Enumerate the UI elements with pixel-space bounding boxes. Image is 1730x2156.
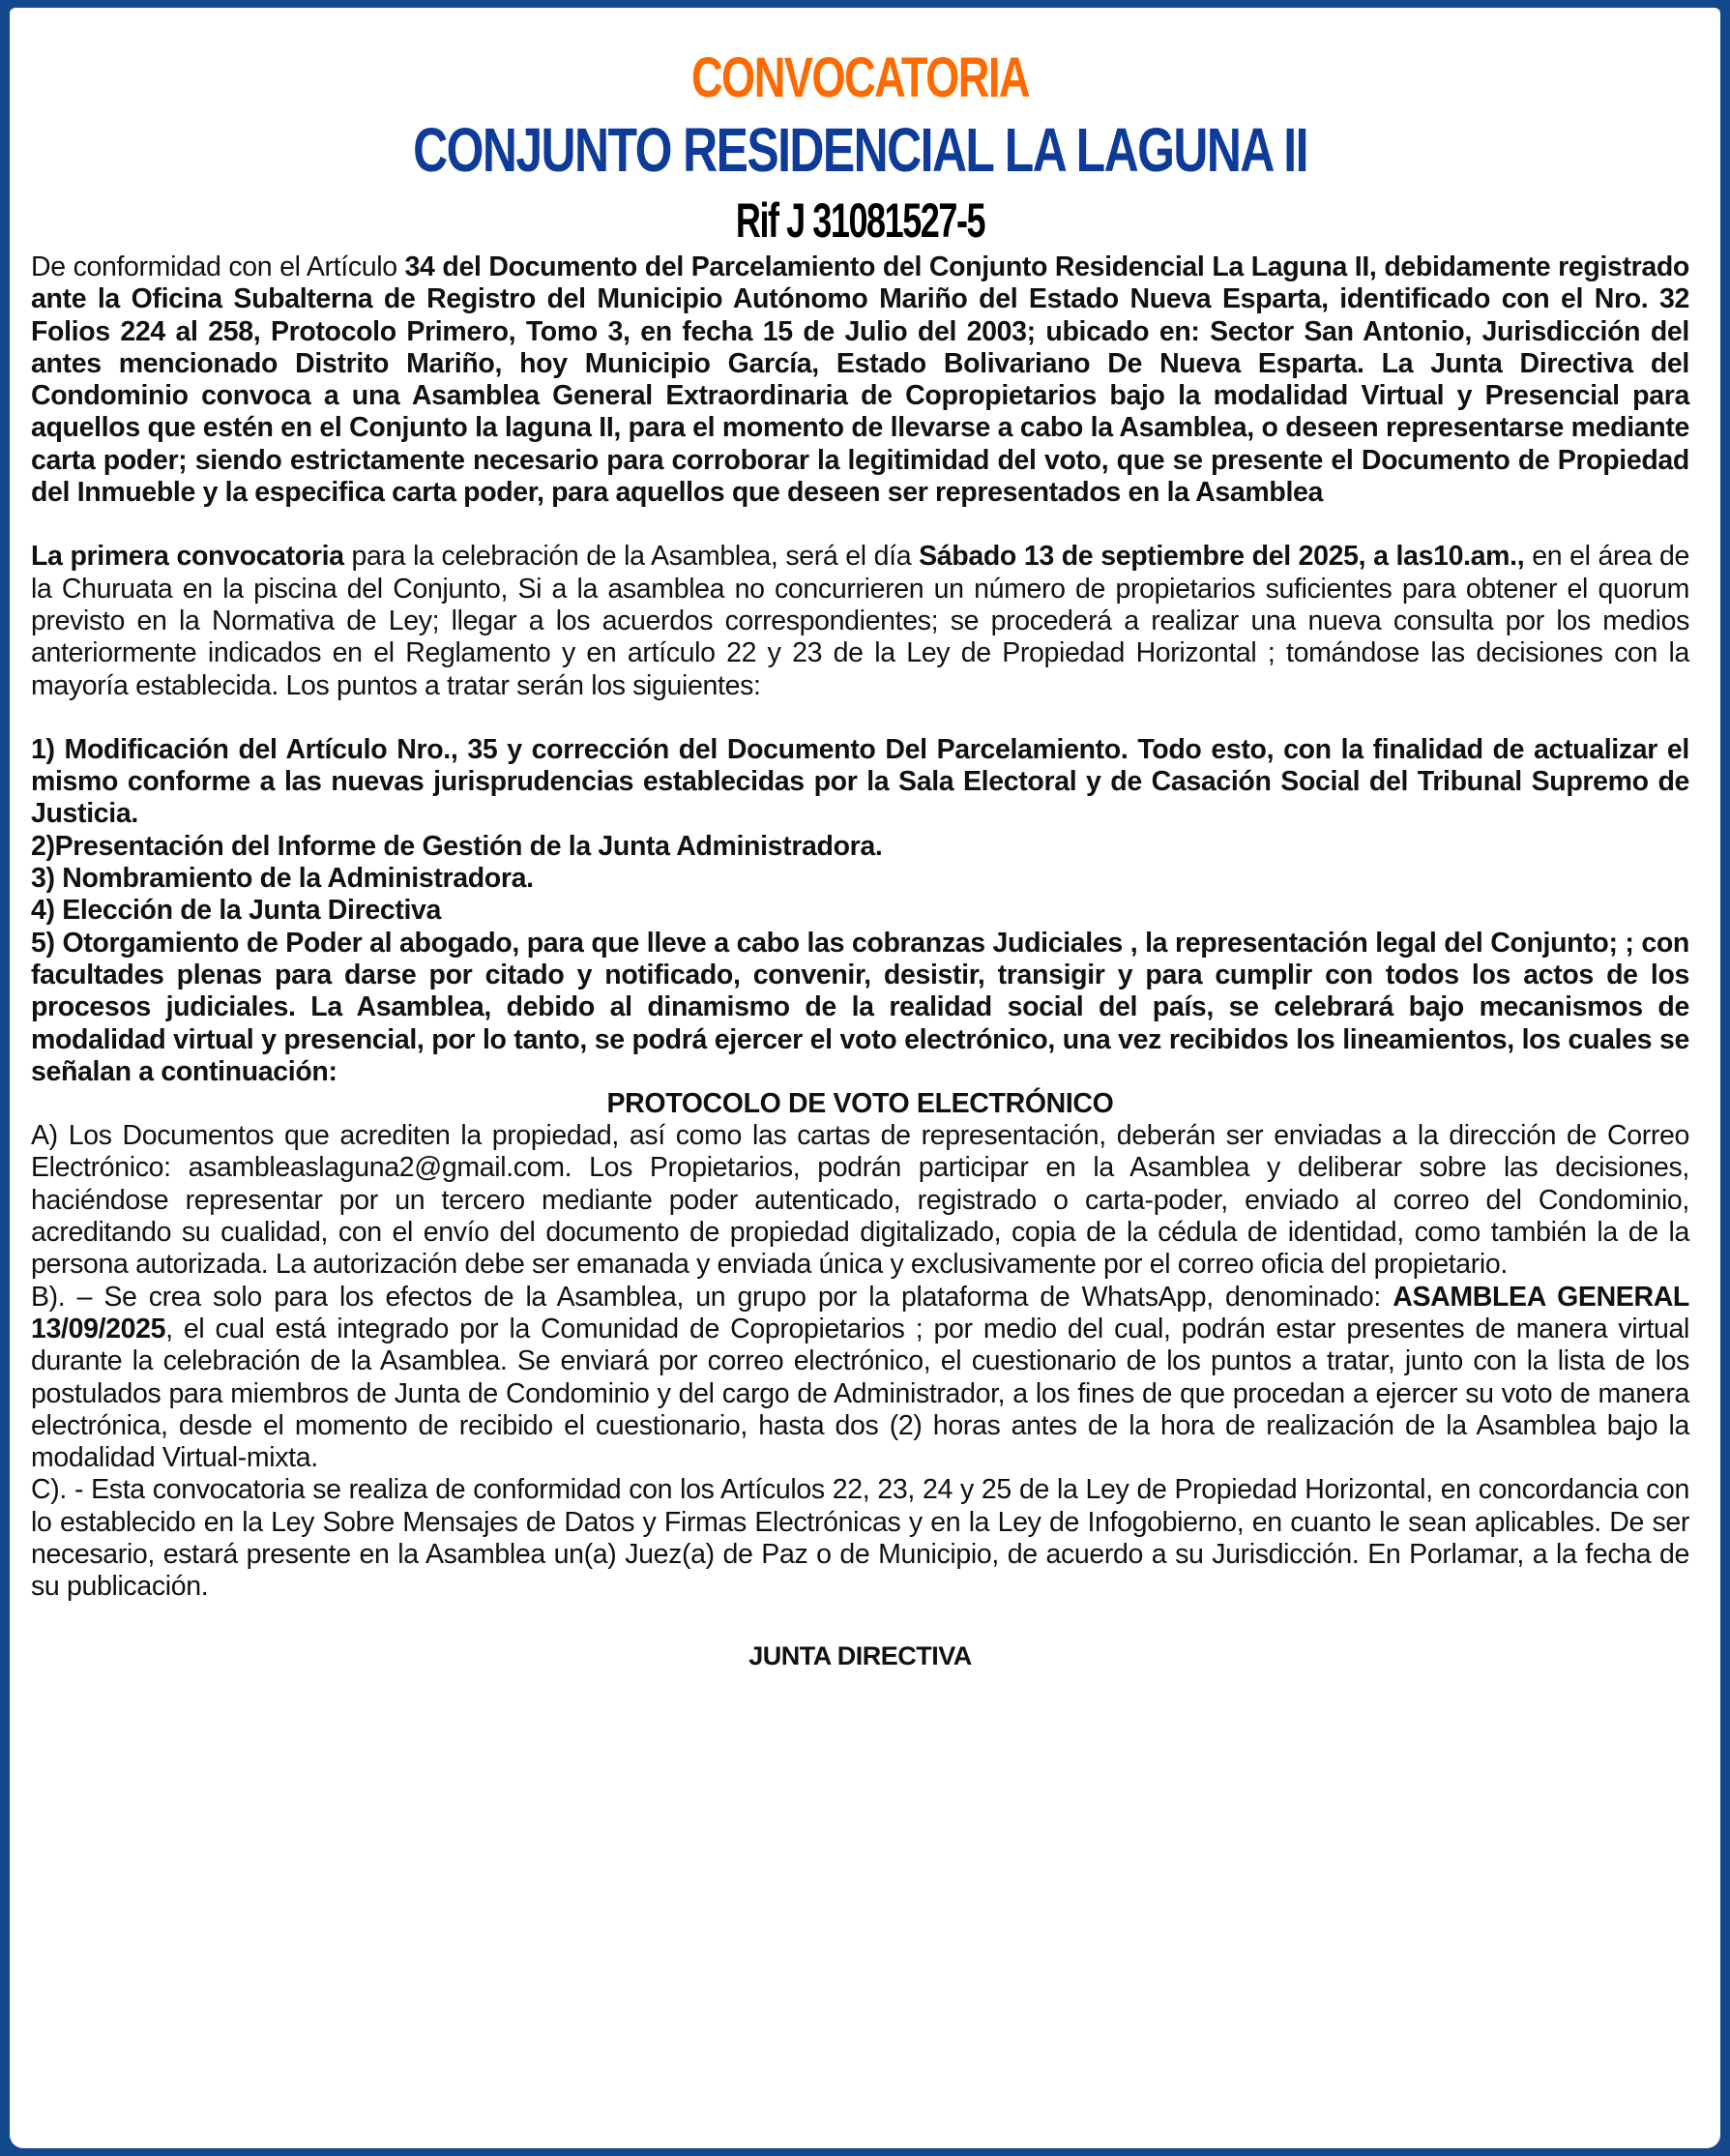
text-run: B). – Se crea solo para los efectos de la Asamblea, un grupo por la plataforma de WhatsApp, denominado: xyxy=(31,1281,1393,1313)
protocol-section-c xyxy=(31,1474,1689,1603)
agenda-list xyxy=(31,734,1689,1088)
text-run: A) Los Documentos que acrediten la propiedad, así como las cartas de representación, deberán ser enviadas a la dirección de Correo Electrónico: xyxy=(31,1120,1689,1184)
residential-complex-name: CONJUNTO RESIDENCIAL LA LAGUNA II xyxy=(413,115,1307,185)
text-run: C). - Esta convocatoria se realiza de conformidad con los Artículos 22, 23, 24 y 25 de la Ley de Propiedad Horizontal, en concordancia con lo establecido en la Ley Sobre Mensajes de Datos y Firmas Electrónicas y en la Ley de Infogobierno, en cuanto le sean aplicables. De ser necesario, estará presente en la Asamblea un(a) Juez(a) de Paz o de Municipio, de acuerdo a su Jurisdicción. En Porlamar, a la fecha de su publicación. xyxy=(31,1474,1689,1603)
email-link[interactable]: asambleaslaguna2@gmail.com xyxy=(188,1152,565,1184)
notice-title: CONVOCATORIA xyxy=(690,46,1030,109)
notice-sheet xyxy=(10,8,1720,2148)
agenda-item: 5) Otorgamiento de Poder al abogado, para que lleve a cabo las cobranzas Judiciales , la representación legal del Conjunto; ; con facultades plenas para darse por citado y notificado, convenir, desistir, transigir y para cumplir con todos los actos de los procesos judiciales. La Asamblea, debido al dinamismo de la realidad social del país, se celebrará bajo mecanismos de modalidad virtual y presencial, por lo tanto, se podrá ejercer el voto electrónico, una vez recibidos los lineamientos, los cuales se señalan a continuación: xyxy=(31,927,1689,1087)
agenda-item: 4) Elección de la Junta Directiva xyxy=(31,895,442,927)
text-run: , el cual está integrado por la Comunidad de Copropietarios ; por medio del cual, podrán estar presentes de manera virtual durante la celebración de la Asamblea. Se enviará por correo electrónico, el cuestionario de los puntos a tratar, junto con la lista de los postulados para miembros de Junta de Condominio y del cargo de Administrador, a los fines de que procedan a ejercer su voto de manera electrónica, desde el momento de recibido el cuestionario, hasta dos (2) horas antes de la hora de realización de la Asamblea bajo la modalidad Virtual-mixta. xyxy=(31,1313,1689,1474)
text-run: . Los Propietarios, podrán participar en la Asamblea y deliberar sobre las decisiones, haciéndose representar por un tercero mediante poder autenticado, registrado o carta-poder, enviado al correo del Condominio, acreditando su cualidad, con el envío del documento de propiedad digitalizado, copia de la cédula de identidad, como también la de la persona autorizada. La autorización debe ser emanada y enviada única y exclusivamente por el correo oficia del propietario. xyxy=(31,1152,1689,1281)
text-run: en el área de la Churuata en la piscina del Conjunto, Si a la asamblea no concurrieren un número de propietarios suficientes para obtener el quorum previsto en la Normativa de Ley; llegar a los acuerdos correspondientes; se procederá a realizar una nueva consulta por los medios anteriormente indicados en el Reglamento y en artículo 22 y 23 de la Ley de Propiedad Horizontal ; tomándose las decisiones con la mayoría establecida. Los puntos a tratar serán los siguientes: xyxy=(31,541,1690,701)
signature: JUNTA DIRECTIVA xyxy=(748,1640,972,1670)
notice-body xyxy=(31,251,1689,1604)
rif-number: Rif J 31081527-5 xyxy=(735,193,985,248)
protocol-section-b xyxy=(31,1282,1689,1475)
first-call-paragraph xyxy=(31,541,1689,701)
text-run: De conformidad con el Artículo xyxy=(31,251,405,282)
text-run: Sábado 13 de septiembre del 2025, a las10.am., xyxy=(919,541,1525,573)
protocol-heading: PROTOCOLO DE VOTO ELECTRÓNICO xyxy=(606,1088,1114,1120)
text-run: para la celebración de la Asamblea, será el día xyxy=(343,541,920,573)
agenda-item: 2)Presentación del Informe de Gestión de la Junta Administradora. xyxy=(31,830,883,862)
protocol-section-a xyxy=(31,1120,1689,1281)
text-run: ASAMBLEA GENERAL 13/09/2025 xyxy=(31,1281,1689,1344)
text-run: La primera convocatoria xyxy=(31,541,344,573)
agenda-item: 1) Modificación del Artículo Nro., 35 y corrección del Documento Del Parcelamiento. Todo esto, con la finalidad de actualizar el mismo conforme a las nuevas jurisprudencias establecidas por la Sala Electoral y de Casación Social del Tribunal Supremo de Justicia. xyxy=(31,733,1689,830)
text-run: 34 del Documento del Parcelamiento del Conjunto Residencial La Laguna II, debidamente registrado ante la Oficina Subalterna de Registro del Municipio Autónomo Mariño del Estado Nueva Esparta, identificado con el Nro. 32 Folios 224 al 258, Protocolo Primero, Tomo 3, en fecha 15 de Julio del 2003; ubicado en: Sector San Antonio, Jurisdicción del antes mencionado Distrito Mariño, hoy Municipio García, Estado Bolivariano De Nueva Esparta. La Junta Directiva del Condominio convoca a una Asamblea General Extraordinaria de Copropietarios bajo la modalidad Virtual y Presencial para aquellos que estén en el Conjunto la laguna II, para el momento de llevarse a cabo la Asamblea, o deseen representarse mediante carta poder; siendo estrictamente necesario para corroborar la legitimidad del voto, que se presente el Documento de Propiedad del Inmueble y la especifica carta poder, para aquellos que deseen ser representados en la Asamblea xyxy=(31,251,1689,509)
agenda-item: 3) Nombramiento de la Administradora. xyxy=(31,863,534,895)
intro-paragraph xyxy=(31,251,1689,509)
